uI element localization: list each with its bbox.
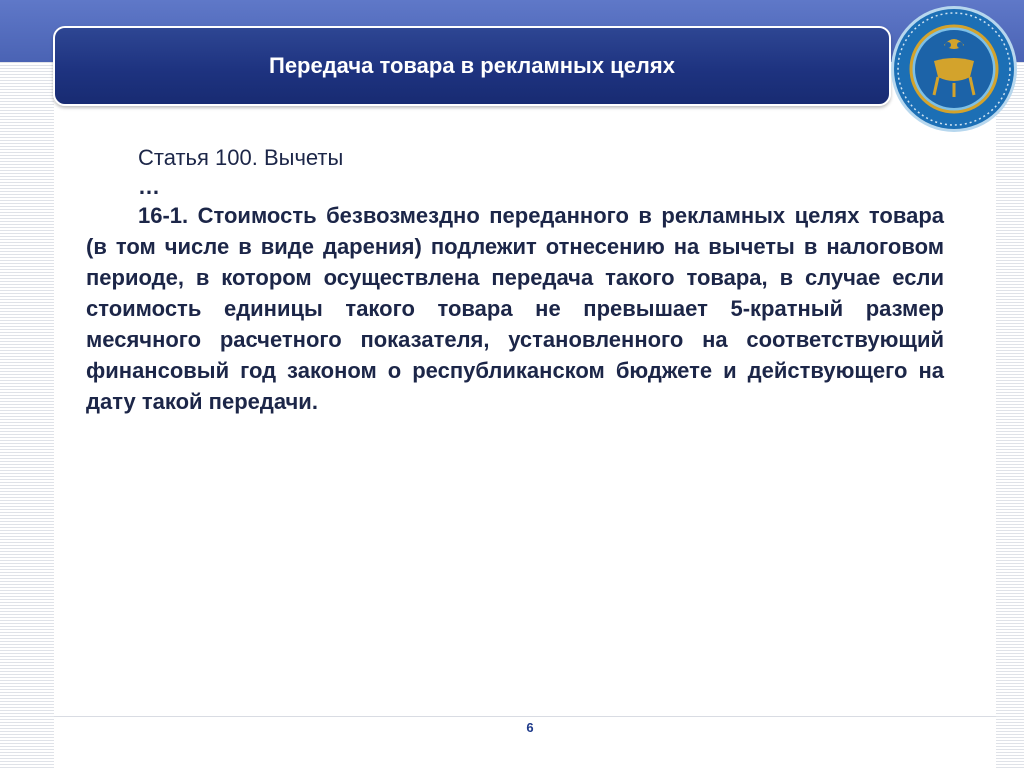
left-stripe-pattern [0, 62, 54, 768]
article-heading: Статья 100. Вычеты [138, 145, 344, 170]
page-number: 6 [526, 720, 534, 735]
slide-title: Передача товара в рекламных целях [269, 53, 675, 78]
article-paragraph: 16-1. Стоимость безвозмездно переданного в рекламных целях товара (в том числе в виде дарения) подлежит отнесению на вычеты в налоговом периоде, в котором осуществлена передача такого товара, в случае если стоимость единицы такого товара не превышает 5-кратный размер месячного расчетного показателя, установленного на соответствующий финансовый год законом о республиканском бюджете и действующего на дату такой передачи. [86, 203, 944, 414]
ellipsis: … [138, 174, 160, 199]
right-stripe-pattern [996, 62, 1024, 768]
slide-content [86, 142, 944, 417]
footer-divider [54, 716, 996, 717]
title-banner [53, 26, 891, 106]
tax-service-emblem-icon [890, 5, 1018, 133]
